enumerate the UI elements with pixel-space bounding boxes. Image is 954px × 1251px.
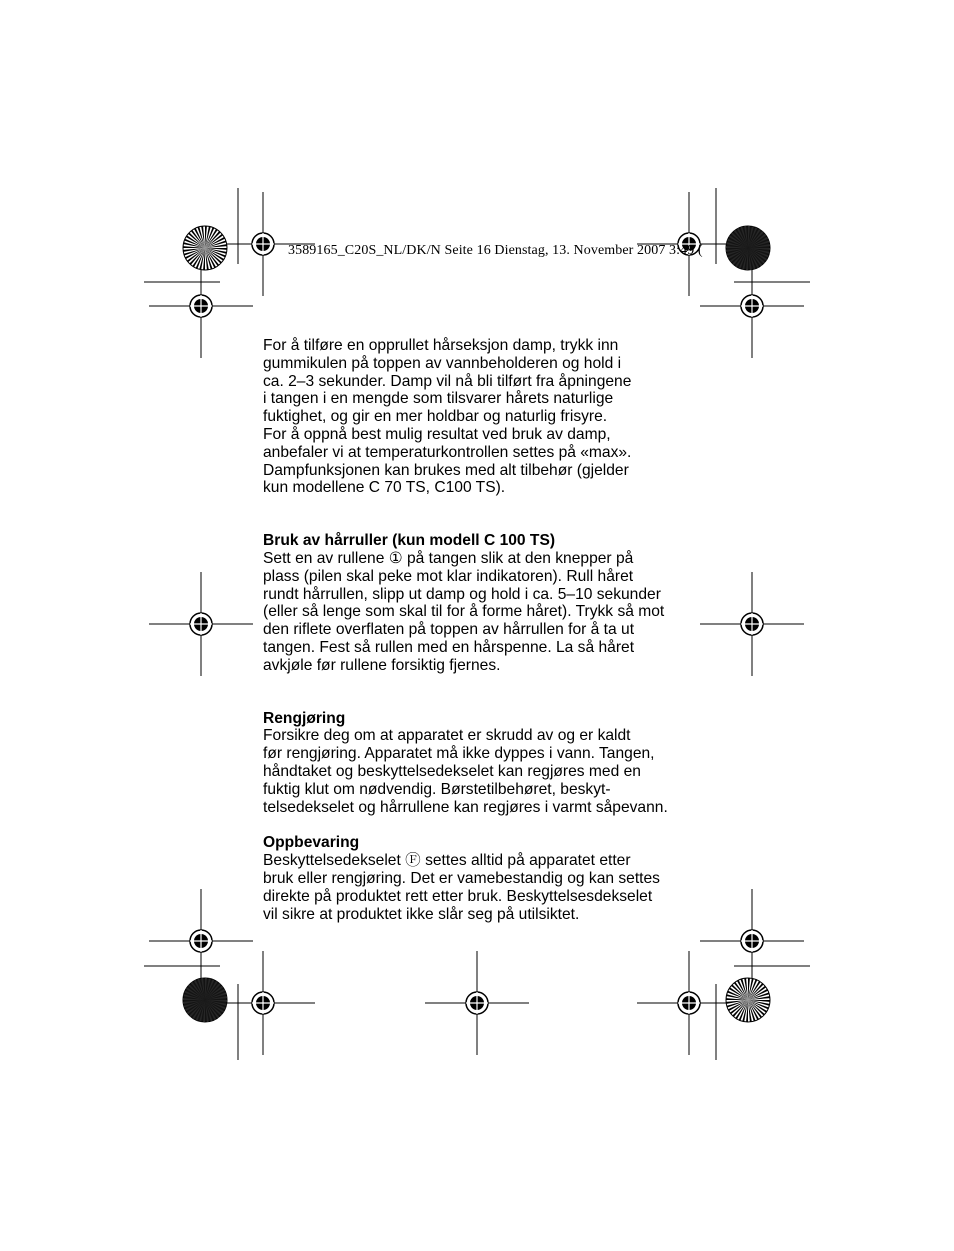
star-target bbox=[726, 226, 770, 270]
registration-target bbox=[637, 951, 741, 1055]
section-heading: Bruk av hårruller (kun modell C 100 TS) bbox=[263, 532, 556, 550]
text-line: Dampfunksjonen kan brukes med alt tilbehør (gjelder bbox=[263, 461, 629, 479]
text-line: før rengjøring. Apparatet må ikke dyppes i vann. Tangen, bbox=[263, 745, 655, 763]
text-line: For å oppnå best mulig resultat ved bruk av damp, bbox=[263, 425, 611, 443]
text-line: anbefaler vi at temperaturkontrollen settes på «max». bbox=[263, 443, 632, 461]
text-line: Forsikre deg om at apparatet er skrudd av og er kaldt bbox=[263, 727, 631, 745]
registration-target bbox=[149, 572, 253, 676]
text-line: Beskyttelsedekselet Ⓕ settes alltid på apparatet etter bbox=[263, 852, 631, 870]
section-heading: Oppbevaring bbox=[263, 834, 360, 852]
text-line: fuktig klut om nødvendig. Børstetilbehøret, beskyt- bbox=[263, 780, 611, 798]
star-target bbox=[183, 226, 227, 270]
text-line: håndtaket og beskyttelsedekselet kan regjøres med en bbox=[263, 762, 641, 780]
text-line: direkte på produktet rett etter bruk. Beskyttelsesdekselet bbox=[263, 887, 653, 905]
intro-paragraph bbox=[263, 337, 703, 497]
section-hair-rollers bbox=[263, 532, 703, 674]
text-line: telsedekselet og hårrullene kan regjøres i varmt såpevann. bbox=[263, 798, 668, 816]
registration-target bbox=[700, 572, 804, 676]
section-cleaning bbox=[263, 710, 703, 817]
text-line: (eller så lenge som skal til for å forme håret). Trykk så mot bbox=[263, 603, 665, 621]
text-line: fuktighet, og gir en mer holdbar og naturlig frisyre. bbox=[263, 408, 608, 426]
text-line: bruk eller rengjøring. Det er vamebestandig og kan settes bbox=[263, 869, 660, 887]
text-line: kun modellene C 70 TS, C100 TS). bbox=[263, 479, 506, 497]
section-heading: Rengjøring bbox=[263, 709, 346, 727]
star-target bbox=[183, 978, 227, 1022]
text-line: For å tilføre en opprullet hårseksjon damp, trykk inn bbox=[263, 337, 619, 354]
page-body bbox=[263, 337, 703, 923]
text-line: i tangen i en mengde som tilsvarer hårets naturlige bbox=[263, 390, 614, 408]
text-line: ca. 2–3 sekunder. Damp vil nå bli tilført fra åpningene bbox=[263, 372, 632, 390]
star-target bbox=[726, 978, 770, 1022]
text-line: vil sikre at produktet ikke slår seg på utilsiktet. bbox=[263, 905, 580, 923]
registration-target bbox=[149, 889, 253, 993]
print-slug-line: 3589165_C20S_NL/DK/N Seite 16 Dienstag, 13. November 2007 3:49 ( bbox=[288, 243, 703, 258]
text-line: Sett en av rullene ① på tangen slik at den knepper på bbox=[263, 549, 634, 567]
text-line: avkjøle før rullene forsiktig fjernes. bbox=[263, 656, 501, 674]
text-line: tangen. Fest så rullen med en hårspenne. La så håret bbox=[263, 638, 635, 656]
registration-target bbox=[700, 889, 804, 993]
registration-target bbox=[425, 951, 529, 1055]
text-line: rundt hårrullen, slipp ut damp og hold i ca. 5–10 sekunder bbox=[263, 585, 661, 603]
text-line: gummikulen på toppen av vannbeholderen og hold i bbox=[263, 354, 622, 372]
section-storage bbox=[263, 834, 703, 923]
text-line: den riflete overflaten på toppen av hårrullen for å ta ut bbox=[263, 621, 635, 639]
text-line: plass (pilen skal peke mot klar indikatoren). Rull håret bbox=[263, 567, 634, 585]
